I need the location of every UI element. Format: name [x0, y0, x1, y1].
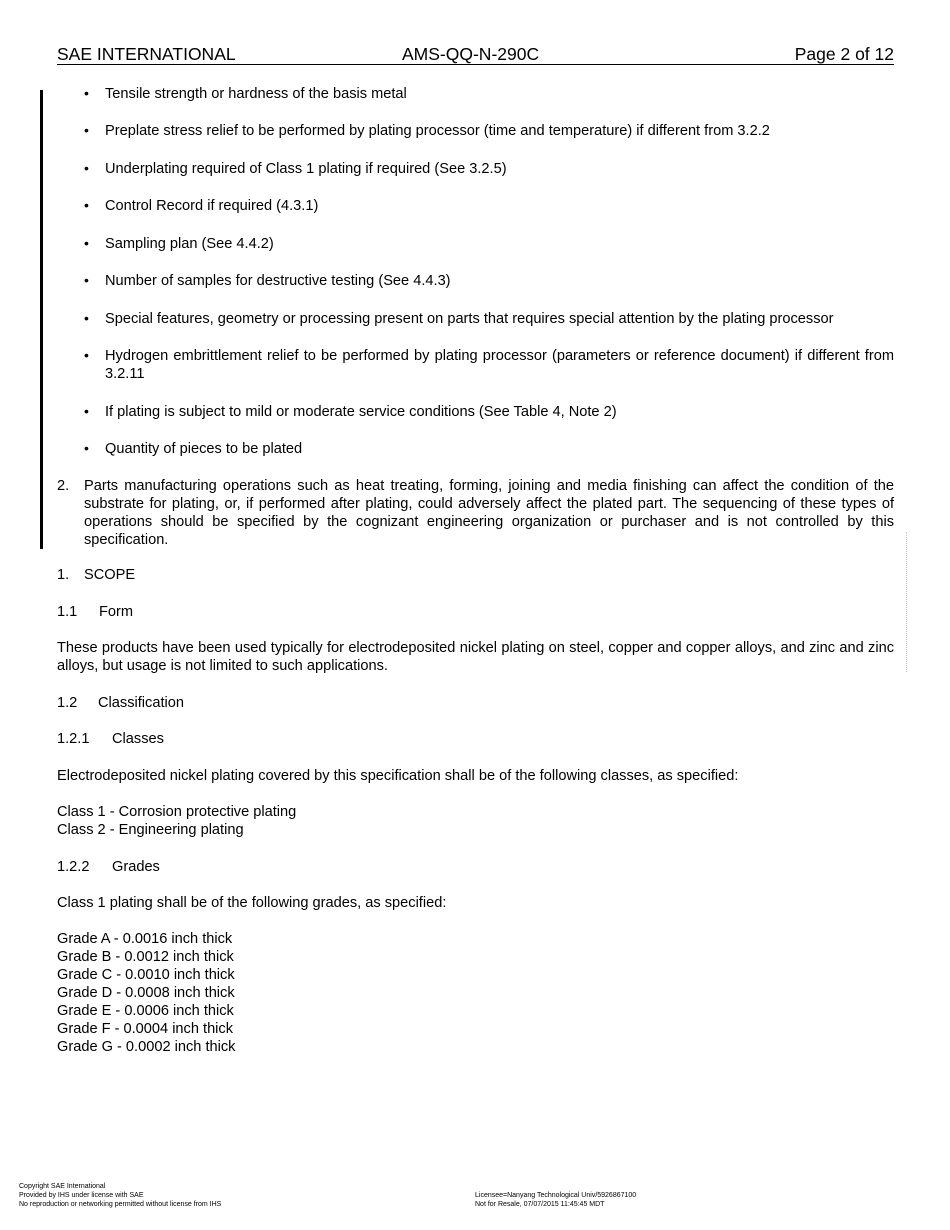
list-item: Grade B - 0.0012 inch thick	[57, 949, 234, 965]
list-item: Grade E - 0.0006 inch thick	[57, 1003, 234, 1019]
section-number: 1.2.1	[57, 731, 90, 747]
bullet-icon: •	[84, 347, 89, 363]
list-item: Grade A - 0.0016 inch thick	[57, 931, 233, 947]
list-item: Grade G - 0.0002 inch thick	[57, 1039, 236, 1055]
bullet-icon: •	[84, 272, 89, 288]
paragraph: Electrodeposited nickel plating covered by this specification shall be of the following classes, as specified:	[57, 768, 739, 784]
list-item: Sampling plan (See 4.4.2)	[105, 236, 274, 252]
footer-resale-notice: Not for Resale, 07/07/2015 11:45:45 MDT	[475, 1201, 605, 1208]
header-document-number: AMS-QQ-N-290C	[402, 44, 540, 64]
section-title: Grades	[112, 859, 160, 875]
bullet-icon: •	[84, 85, 89, 101]
section-number: 1.1	[57, 604, 78, 620]
header-page-number: Page 2 of 12	[794, 44, 894, 64]
page-header	[57, 44, 894, 65]
footer-copyright: Copyright SAE International	[19, 1183, 106, 1190]
section-title: Classification	[98, 695, 184, 711]
header-publisher: SAE INTERNATIONAL	[57, 44, 236, 64]
list-item: Grade F - 0.0004 inch thick	[57, 1021, 234, 1037]
note-text: Parts manufacturing operations such as heat treating, forming, joining and media finishing can affect the condition of the substrate for plating, or, if performed after plating, could adversely affect the plated part. The sequencing of these types of operations should be specified by the cognizant engineering organization or purchaser and is not controlled by this specification.	[84, 478, 894, 548]
footer-license: Provided by IHS under license with SAE	[19, 1192, 144, 1199]
bullet-icon: •	[84, 122, 89, 138]
list-item: Preplate stress relief to be performed by plating processor (time and temperature) if different from 3.2.2	[105, 123, 770, 139]
bullet-icon: •	[84, 160, 89, 176]
list-item: Quantity of pieces to be plated	[105, 441, 303, 457]
page-edge-mark	[906, 532, 908, 672]
section-title: Classes	[112, 731, 164, 747]
footer-restriction: No reproduction or networking permitted without license from IHS	[19, 1201, 222, 1208]
list-item: Number of samples for destructive testing (See 4.4.3)	[105, 273, 451, 289]
footer-licensee: Licensee=Nanyang Technological Univ/5926867100	[475, 1192, 637, 1199]
section-title: SCOPE	[84, 567, 136, 583]
bullet-icon: •	[84, 235, 89, 251]
list-item: Class 2 - Engineering plating	[57, 822, 244, 838]
list-item: Underplating required of Class 1 plating if required (See 3.2.5)	[105, 161, 507, 177]
bullet-icon: •	[84, 440, 89, 456]
section-number: 1.2.2	[57, 859, 90, 875]
bullet-icon: •	[84, 310, 89, 326]
revision-change-bar	[40, 90, 43, 549]
section-title: Form	[99, 604, 134, 620]
list-item: Class 1 - Corrosion protective plating	[57, 804, 297, 820]
paragraph: Class 1 plating shall be of the following grades, as specified:	[57, 895, 447, 911]
paragraph: These products have been used typically for electrodeposited nickel plating on steel, copper and copper alloys, and zinc and zinc alloys, but usage is not limited to such applications.	[57, 640, 894, 674]
list-item: Hydrogen embrittlement relief to be performed by plating processor (parameters or reference document) if different from 3.2.11	[105, 348, 894, 382]
list-item: Grade D - 0.0008 inch thick	[57, 985, 235, 1001]
list-item: Special features, geometry or processing present on parts that requires special attention by the plating processor	[105, 311, 834, 327]
list-item: Tensile strength or hardness of the basis metal	[105, 86, 407, 102]
section-number: 1.	[57, 567, 70, 583]
list-item: If plating is subject to mild or moderate service conditions (See Table 4, Note 2)	[105, 404, 617, 420]
note-number: 2.	[57, 478, 70, 494]
list-item: Control Record if required (4.3.1)	[105, 198, 319, 214]
list-item: Grade C - 0.0010 inch thick	[57, 967, 235, 983]
bullet-icon: •	[84, 403, 89, 419]
bullet-icon: •	[84, 197, 89, 213]
section-number: 1.2	[57, 695, 78, 711]
